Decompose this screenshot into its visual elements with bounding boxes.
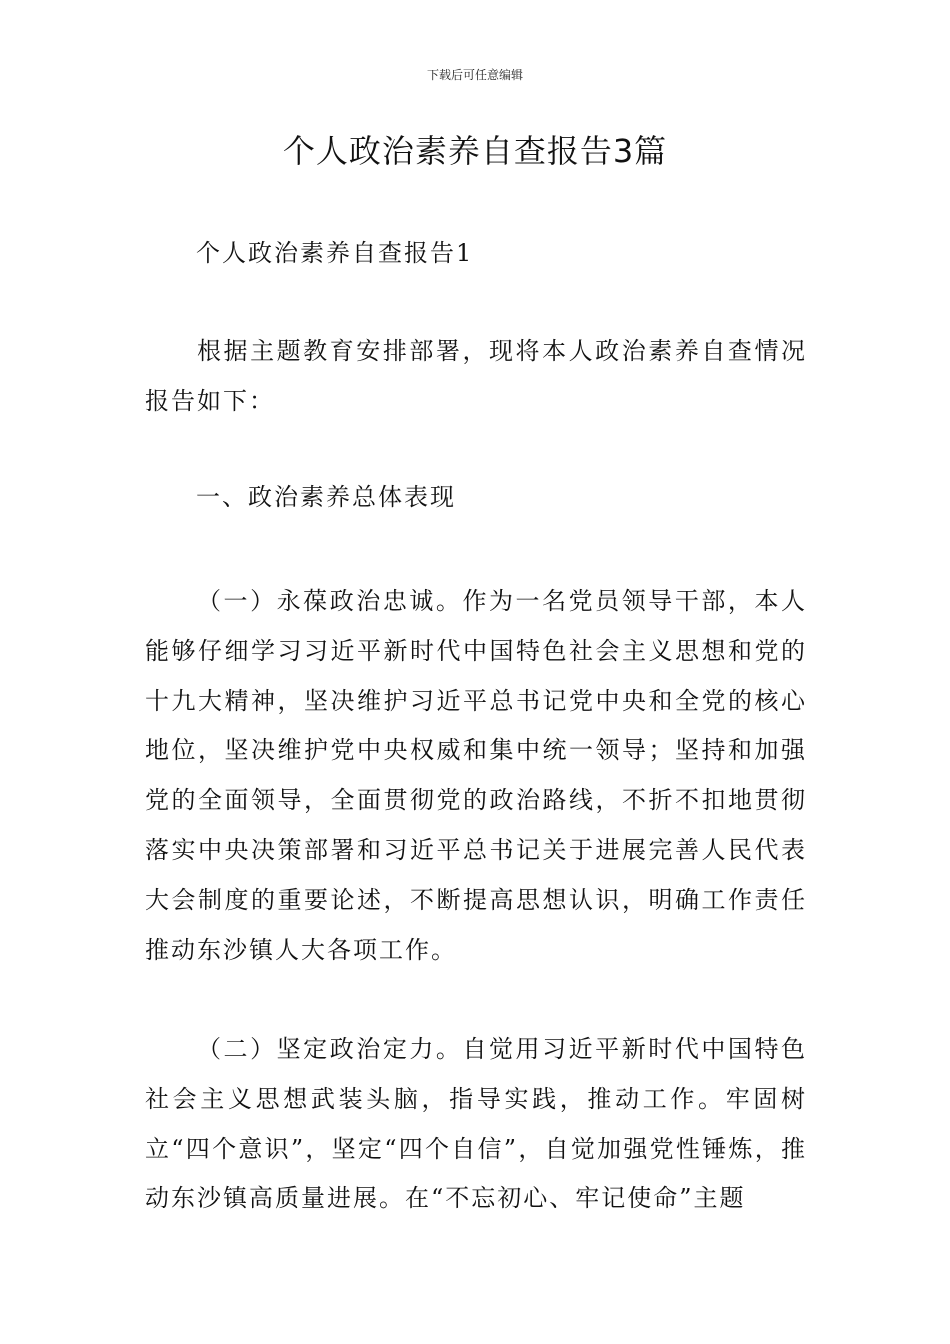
paragraph-political-resolve: （二）坚定政治定力。自觉用习近平新时代中国特色社会主义思想武装头脑，指导实践，推动工作。牢固树立“四个意识”，坚定“四个自信”，自觉加强党性锤炼，推动东沙镇高质量进展。在“不忘初心、牢记使命”主题 <box>145 1035 807 1213</box>
section-heading: 一、政治素养总体表现 <box>196 483 456 511</box>
report-subtitle: 个人政治素养自查报告1 <box>196 239 474 267</box>
intro-paragraph: 根据主题教育安排部署，现将本人政治素养自查情况报告如下： <box>145 337 807 415</box>
header-note: 下载后可任意编辑 <box>426 68 523 82</box>
paragraph-political-loyalty: （一）永葆政治忠诚。作为一名党员领导干部，本人能够仔细学习习近平新时代中国特色社会主义思想和党的十九大精神，坚决维护习近平总书记党中央和全党的核心地位，坚决维护党中央权威和集中统一领导；坚持和加强党的全面领导，全面贯彻党的政治路线，不折不扣地贯彻落实中央决策部署和习近平总书记关于进展完善人民代表大会制度的重要论述，不断提高思想认识，明确工作责任推动东沙镇人大各项工作。 <box>145 587 807 964</box>
document-title: 个人政治素养自查报告3篇 <box>282 132 668 170</box>
